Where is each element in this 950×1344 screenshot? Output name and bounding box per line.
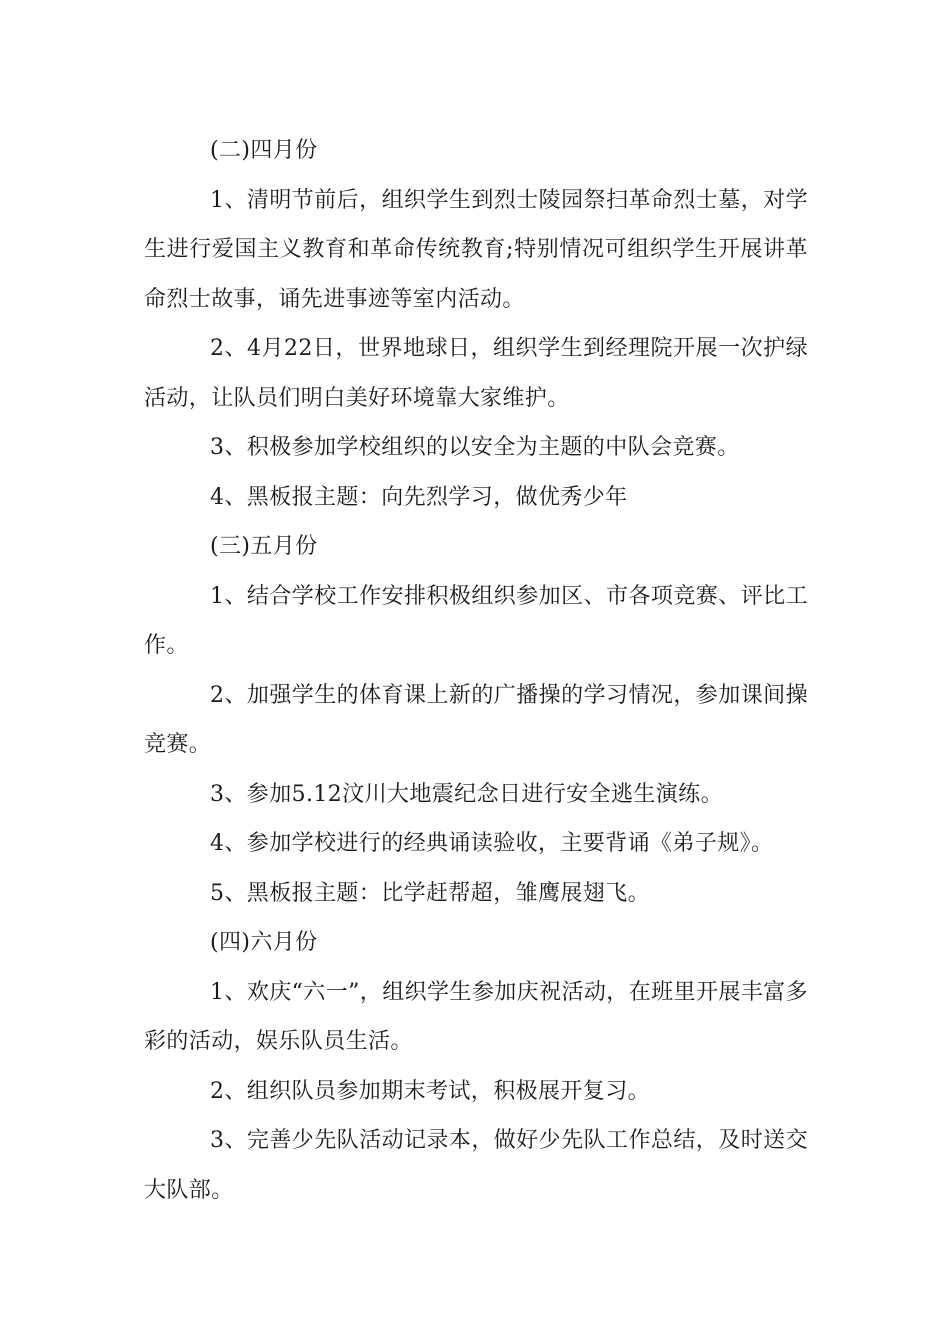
paragraph-june-item-2: 2、组织队员参加期末考试，积极展开复习。 (210, 1078, 650, 1104)
paragraph-may-item-2: 2、加强学生的体育课上新的广播操的学习情况，参加课间操竞赛。 (144, 682, 808, 757)
section-heading-june: (四)六月份 (210, 930, 318, 955)
paragraph-april-item-1: 1、清明节前后，组织学生到烈士陵园祭扫革命烈士墓，对学生进行爱国主义教育和革命传统教育;特别情况可组织学生开展讲革命烈士故事，诵先进事迹等室内活动。 (144, 187, 808, 312)
paragraph-may-item-1: 1、结合学校工作安排积极组织参加区、市各项竞赛、评比工作。 (144, 583, 808, 658)
section-heading-may: (三)五月份 (210, 534, 318, 559)
paragraph-june-item-3: 3、完善少先队活动记录本，做好少先队工作总结，及时送交大队部。 (144, 1128, 808, 1203)
paragraph-april-item-3: 3、积极参加学校组织的以安全为主题的中队会竞赛。 (210, 435, 740, 460)
section-heading-april: (二)四月份 (210, 138, 318, 163)
paragraph-may-item-4: 4、参加学校进行的经典诵读验收，主要背诵《弟子规》。 (210, 831, 774, 856)
paragraph-may-item-5: 5、黑板报主题：比学赶帮超，雏鹰展翅飞。 (210, 880, 650, 906)
document-body (144, 126, 808, 1215)
paragraph-june-item-1: 1、欢庆“六一”，组织学生参加庆祝活动，在班里开展丰富多彩的活动，娱乐队员生活。 (144, 979, 808, 1054)
paragraph-april-item-4: 4、黑板报主题：向先烈学习，做优秀少年 (210, 484, 628, 510)
paragraph-may-item-3: 3、参加5.12汶川大地震纪念日进行安全逃生演练。 (210, 781, 723, 807)
paragraph-april-item-2: 2、4月22日，世界地球日，组织学生到经理院开展一次护绿活动，让队员们明白美好环境靠大家维护。 (144, 336, 808, 411)
